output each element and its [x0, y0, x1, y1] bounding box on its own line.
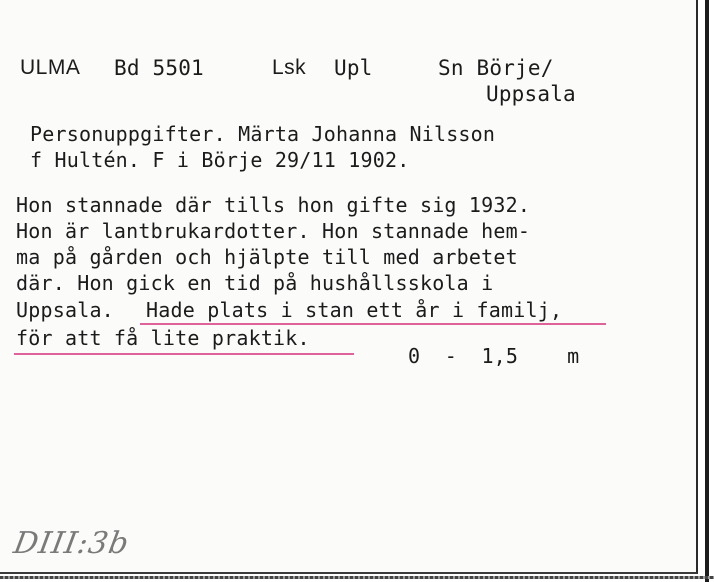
province-code: Upl — [334, 56, 373, 80]
body-text-line5b: Hade plats i stan ett år i familj, — [146, 298, 563, 322]
body-text-line5a: Uppsala. — [16, 298, 114, 322]
body-text-line3: ma på gården och hjälpte till med arbetet — [16, 245, 518, 269]
body-text-line2: Hon är lantbrukardotter. Hon stannade hem- — [16, 219, 531, 243]
body-text-line1: Hon stannade där tills hon gifte sig 1932. — [16, 193, 531, 217]
measure-value: 0 - 1,5 m — [408, 344, 580, 368]
highlight-underline-1 — [140, 323, 606, 325]
highlight-underline-2 — [14, 353, 354, 355]
parish-name: Sn Börje/ — [438, 56, 554, 80]
handwritten-code: DIII:3b — [10, 526, 133, 561]
reference-number: Bd 5501 — [114, 56, 204, 80]
region-code: Lsk — [272, 56, 307, 79]
personal-info-line2: f Hultén. F i Börje 29/11 1902. — [30, 148, 410, 172]
card-edge-shadow — [705, 0, 709, 582]
parish-name-line2: Uppsala — [486, 82, 576, 106]
card-bottom-edge — [0, 576, 714, 579]
archive-name: ULMA — [20, 56, 81, 79]
body-text-line6: för att få lite praktik. — [16, 326, 310, 350]
body-text-line4: där. Hon gick en tid på hushållsskola i — [16, 271, 494, 295]
personal-info-line1: Personuppgifter. Märta Johanna Nilsson — [30, 122, 496, 146]
